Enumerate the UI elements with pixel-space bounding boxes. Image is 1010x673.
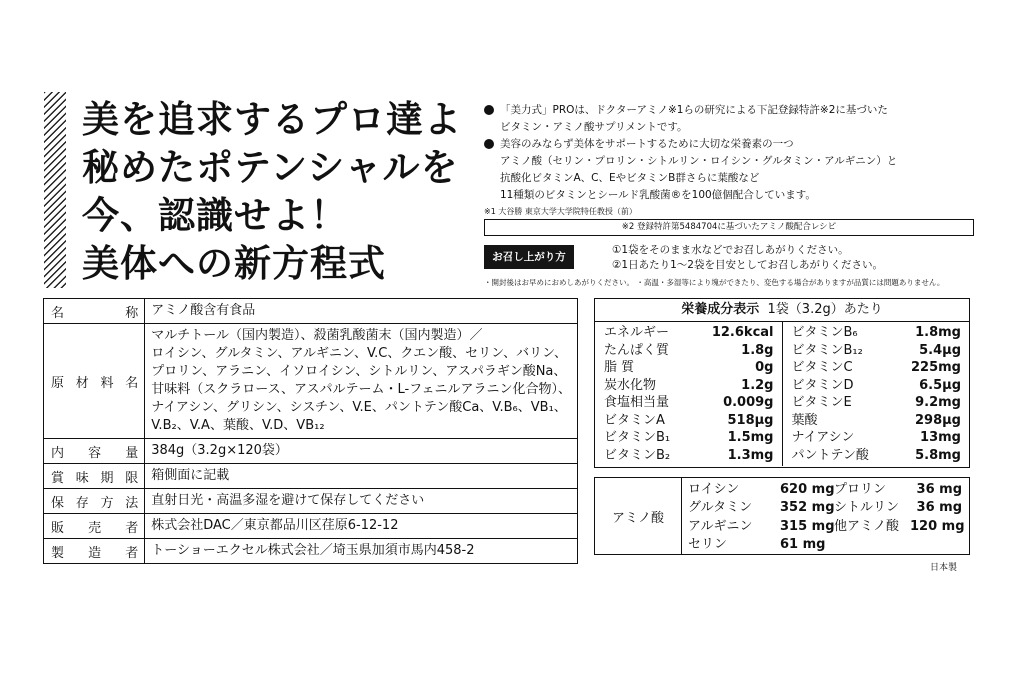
nutrition-row: ビタミンE 9.2mg	[791, 395, 961, 410]
info-label: 製造者	[44, 539, 145, 564]
info-value: 株式会社DAC／東京都品川区荏原6-12-12	[145, 514, 578, 539]
headline-line: 美体への新方程式	[82, 242, 386, 285]
table-row	[44, 439, 578, 464]
table-row	[44, 299, 578, 324]
amino-value: 36 mg	[916, 500, 962, 516]
how-to-label: お召し上がり方	[484, 245, 574, 269]
product-description	[484, 102, 984, 204]
ingredient-line: V.B₂、V.A、葉酸、V.D、VB₁₂	[151, 418, 325, 433]
nutrition-serving: 1袋（3.2g）あたり	[767, 302, 883, 317]
amino-name: セリン	[688, 536, 728, 552]
amino-value: 315 mg	[780, 518, 835, 534]
info-label: 保存方法	[44, 489, 145, 514]
info-label: 内容量	[44, 439, 145, 464]
amino-name: シトルリン	[834, 500, 900, 516]
product-info-table	[43, 298, 578, 564]
table-row	[44, 464, 578, 489]
how-to-instructions	[612, 243, 883, 273]
amino-grid	[682, 478, 969, 554]
hatch-decoration	[44, 92, 66, 288]
amino-name: 他アミノ酸	[834, 518, 900, 534]
nutrition-row: 炭水化物 1.2g	[604, 377, 774, 393]
headline	[82, 96, 462, 288]
country-of-origin: 日本製	[930, 563, 958, 573]
storage-note: ・開封後はお早めにおめしあがりください。 ・高温・多湿等により塊ができたり、変色する場合がありますが品質には問題ありません。	[484, 278, 945, 287]
amino-value: 352 mg	[780, 500, 835, 516]
ingredient-line: 甘味料（スクラロース、アスパルテーム・L-フェニルアラニン化合物）、	[151, 382, 571, 397]
info-value: トーショーエクセル株式会社／埼玉県加須市馬内458-2	[145, 539, 578, 564]
nutrition-row: 食塩相当量 0.009g	[604, 395, 774, 410]
nutrition-row: ビタミンB₆ 1.8mg	[791, 325, 961, 340]
nutrition-facts-panel	[594, 298, 970, 468]
ingredient-line: プロリン、アラニン、イソロイシン、シトルリン、アスパラギン酸Na、	[151, 364, 567, 379]
amino-value: 61 mg	[780, 536, 826, 552]
bullet-line: 抗酸化ビタミンA、C、EやビタミンB群さらに葉酸など	[500, 172, 760, 184]
nutrition-column-right	[782, 322, 970, 466]
bullet-line: 美容のみならず美体をサポートするために大切な栄養素の一つ	[484, 136, 984, 153]
bullet-line: アミノ酸（セリン・プロリン・シトルリン・ロイシン・グルタミン・アルギニン）と	[500, 155, 898, 167]
nutrition-row: 葉酸 298μg	[791, 412, 961, 428]
nutrition-heading: 栄養成分表示	[681, 302, 760, 317]
amino-acid-panel	[594, 477, 970, 555]
amino-name: アルギニン	[688, 518, 753, 534]
bullet-line: 「美力式」PROは、ドクターアミノ※1らの研究による下記登録特許※2に基づいた	[484, 102, 984, 119]
amino-name: グルタミン	[688, 500, 753, 516]
nutrition-row: ビタミンD 6.5μg	[791, 377, 961, 393]
nutrition-row: ビタミンB₁₂ 5.4μg	[791, 342, 961, 358]
ingredient-line: ナイアシン、グリシン、シスチン、V.E、パントテン酸Ca、V.B₆、VB₁、	[151, 400, 567, 415]
how-to-line: ①1袋をそのまま水などでお召しあがりください。	[612, 244, 849, 256]
headline-line: 美を追求するプロ達よ	[82, 98, 462, 141]
nutrition-row: ビタミンC 225mg	[791, 360, 961, 375]
table-row	[44, 324, 578, 439]
amino-value: 120 mg	[910, 518, 965, 534]
info-label: 販売者	[44, 514, 145, 539]
info-value: 箱側面に記載	[145, 464, 578, 489]
ingredient-line: ロイシン、グルタミン、アルギニン、V.C、クエン酸、セリン、バリン、	[151, 346, 568, 361]
amino-label: アミノ酸	[595, 478, 682, 554]
info-value: 直射日光・高温多湿を避けて保存してください	[145, 489, 578, 514]
info-value: アミノ酸含有食品	[145, 299, 578, 324]
amino-value: 620 mg	[780, 482, 835, 497]
nutrition-row: たんぱく質 1.8g	[604, 342, 774, 358]
nutrition-row: ビタミンA 518μg	[604, 412, 774, 428]
amino-name: ロイシン	[688, 482, 740, 497]
amino-name: プロリン	[834, 482, 887, 497]
nutrition-row: ビタミンB₁ 1.5mg	[604, 430, 774, 445]
table-row	[44, 539, 578, 564]
headline-line: 秘めたポテンシャルを	[82, 146, 459, 189]
patent-note: ※2 登録特許第5484704に基づいたアミノ酸配合レシピ	[484, 219, 974, 236]
ingredient-line: マルチトール（国内製造）、殺菌乳酸菌末（国内製造）／	[151, 328, 483, 343]
nutrition-title	[595, 299, 969, 322]
nutrition-row: ビタミンB₂ 1.3mg	[604, 447, 774, 463]
nutrition-row: エネルギー 12.6kcal	[604, 325, 774, 340]
headline-line: 今、認識せよ！	[82, 194, 348, 237]
info-label: 賞味期限	[44, 464, 145, 489]
bullet-line: ビタミン・アミノ酸サプリメントです。	[500, 121, 688, 133]
nutrition-column-left	[595, 322, 782, 466]
nutrition-row: ナイアシン 13mg	[791, 430, 961, 445]
bullet-line: 11種類のビタミンとシールド乳酸菌®を100億個配合しています。	[500, 189, 816, 201]
nutrition-row: パントテン酸 5.8mg	[791, 447, 961, 463]
info-label: 原材料名	[44, 324, 145, 439]
how-to-line: ②1日あたり1〜2袋を目安としてお召しあがりください。	[612, 259, 883, 271]
amino-value: 36 mg	[916, 482, 962, 497]
footnote-1: ※1 大谷勝 東京大学大学院特任教授（前）	[484, 207, 637, 216]
ingredients-value	[145, 324, 578, 439]
nutrition-row: 脂 質 0g	[604, 360, 774, 375]
info-label: 名称	[44, 299, 145, 324]
table-row	[44, 489, 578, 514]
info-value: 384g（3.2g×120袋）	[145, 439, 578, 464]
table-row	[44, 514, 578, 539]
